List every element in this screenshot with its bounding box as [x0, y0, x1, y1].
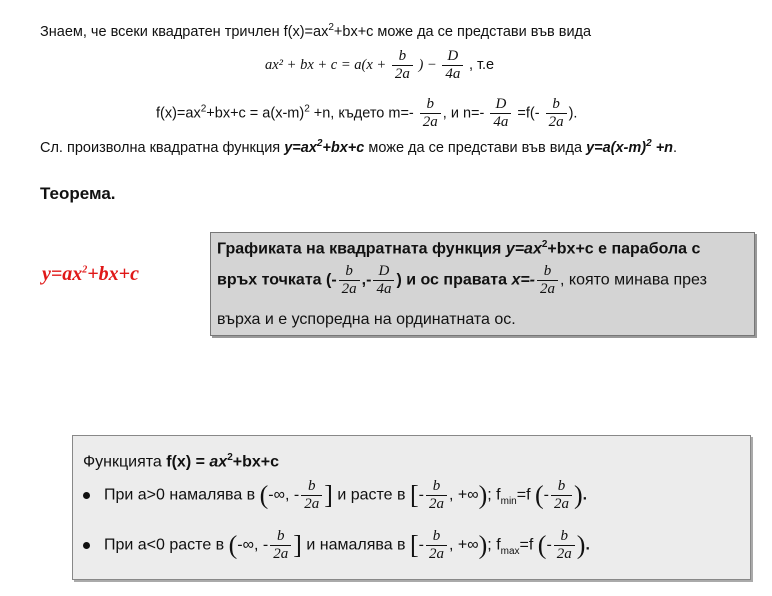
- denominator: 2a: [551, 495, 572, 513]
- intro-text: Знаем, че всеки квадратен тричлен f(x)=ax: [40, 23, 329, 40]
- text: ) и ос правата: [396, 271, 512, 289]
- text: -∞, -: [237, 536, 269, 554]
- close-paren: ): [573, 480, 583, 510]
- numerator: b: [345, 263, 353, 279]
- superscript: 2: [304, 103, 310, 115]
- close-bracket: ]: [324, 480, 333, 510]
- side-formula: [42, 263, 139, 286]
- formula: +n: [651, 139, 674, 156]
- text: .: [585, 536, 590, 554]
- denominator: 2a: [339, 280, 360, 298]
- numerator: b: [432, 478, 441, 494]
- text: и намалява в: [301, 536, 410, 554]
- superscript: 2: [646, 138, 652, 149]
- text: -: [543, 486, 549, 504]
- text: +bx+c: [87, 263, 139, 285]
- formula: y=ax: [505, 240, 542, 258]
- numerator: D: [495, 96, 507, 112]
- superscript: 2: [541, 239, 548, 250]
- text: -: [418, 536, 424, 554]
- denominator: 2a: [426, 495, 447, 513]
- numerator: b: [557, 478, 566, 494]
- bullet-negative-a: [83, 528, 590, 563]
- open-paren: (: [537, 530, 547, 560]
- bullet-icon: [83, 542, 90, 549]
- fraction-b-2a: [551, 478, 572, 513]
- text: Графиката на квадратната функция: [217, 240, 506, 258]
- subscript: min: [500, 495, 517, 507]
- denominator: 2a: [554, 545, 575, 563]
- fraction-b-2a: [420, 96, 441, 131]
- subscript: max: [500, 545, 520, 557]
- open-bracket: [: [409, 530, 419, 560]
- numerator: D: [378, 263, 390, 279]
- fraction-b-2a: [426, 478, 447, 513]
- open-paren: (: [534, 480, 544, 510]
- text: +bx+c е парабола с: [547, 240, 701, 258]
- text: f(x)=ax: [156, 105, 201, 122]
- fraction-b-2a: [301, 478, 322, 513]
- open-paren: (: [259, 480, 269, 510]
- superscript: 2: [227, 452, 233, 463]
- text: +bx+c = a(x-m): [206, 105, 305, 122]
- conclusion-line: [40, 138, 677, 156]
- fraction-b-2a: [270, 528, 291, 563]
- text: ; f: [487, 486, 501, 504]
- text: =f: [516, 486, 535, 504]
- close-paren: ): [478, 480, 488, 510]
- formula: f(x) =: [166, 453, 210, 471]
- numerator: b: [276, 528, 285, 544]
- intro-text-tail: +bx+c може да се представи във вида: [333, 23, 592, 40]
- superscript: 2: [328, 22, 334, 33]
- text: =f: [519, 536, 538, 554]
- text: ; f: [487, 536, 501, 554]
- numerator: b: [543, 263, 552, 279]
- bullet-positive-a: [83, 478, 587, 513]
- theorem-line-2: [217, 263, 707, 298]
- formula: y=ax: [284, 139, 317, 156]
- text: , и n=-: [442, 105, 485, 122]
- denominator: 2a: [546, 113, 567, 131]
- text: , +∞: [448, 486, 479, 504]
- numerator: b: [560, 528, 569, 544]
- denominator: 2a: [426, 545, 447, 563]
- formula: +bx+c: [232, 453, 280, 471]
- denominator: 2a: [270, 545, 291, 563]
- text: може да се представи във вида: [364, 139, 587, 156]
- intro-line-1: [40, 22, 591, 40]
- vertex-form-line: [156, 96, 577, 131]
- open-paren: (: [228, 530, 238, 560]
- formula-tail: , т.е: [468, 56, 495, 73]
- numerator: b: [432, 528, 441, 544]
- numerator: b: [552, 96, 560, 112]
- formula: y=a(x-m): [586, 139, 647, 156]
- theorem-line-3: върха и е успоредна на ординатната ос.: [217, 311, 516, 328]
- text: =f(-: [513, 105, 540, 122]
- theorem-line-1: [217, 239, 700, 258]
- text: и расте в: [332, 486, 410, 504]
- text: Сл. произволна квадратна функция: [40, 139, 285, 156]
- theorem-heading: Теорема.: [40, 184, 116, 203]
- fraction-b-2a: [537, 263, 558, 298]
- numerator: D: [447, 48, 459, 64]
- fraction-D-4a: [442, 48, 463, 83]
- numerator: b: [426, 96, 435, 112]
- text: , +∞: [448, 536, 479, 554]
- denominator: 2a: [537, 280, 558, 298]
- fraction-b-2a: [554, 528, 575, 563]
- numerator: b: [307, 478, 316, 494]
- theorem-box: [210, 232, 755, 336]
- text: връх точката (-: [217, 271, 337, 289]
- text: y=ax: [42, 263, 83, 285]
- text: , която минава през: [560, 271, 707, 289]
- formula: +bx+c: [322, 139, 365, 156]
- text: Функцията: [83, 453, 167, 471]
- function-heading: [83, 452, 279, 471]
- open-bracket: [: [409, 480, 419, 510]
- fraction-D-4a: [373, 263, 394, 298]
- denominator: 2a: [420, 113, 441, 131]
- fraction-b-2a: [339, 263, 360, 298]
- denominator: 4a: [373, 280, 394, 298]
- close-bracket: ]: [293, 530, 302, 560]
- text: -: [546, 536, 552, 554]
- text: -: [418, 486, 424, 504]
- close-paren: ): [478, 530, 488, 560]
- text: -∞, -: [268, 486, 300, 504]
- superscript: 2: [82, 264, 88, 276]
- superscript: 2: [316, 138, 323, 149]
- fraction-b-2a: [546, 96, 567, 131]
- fraction-D-4a: [490, 96, 511, 131]
- function-box: [72, 435, 751, 580]
- fraction-b-2a: [426, 528, 447, 563]
- formula: ax: [209, 453, 228, 471]
- text: .: [582, 486, 588, 504]
- denominator: 2a: [301, 495, 322, 513]
- text: При a<0 расте в: [104, 536, 229, 554]
- text: При a>0 намалява в: [104, 486, 260, 504]
- completed-square-formula: [265, 48, 494, 83]
- text: ).: [568, 105, 578, 122]
- formula-lhs: ax² + bx + c = a(x +: [265, 56, 390, 73]
- text: .: [673, 139, 678, 156]
- denominator: 2a: [392, 65, 413, 83]
- close-paren: ): [576, 530, 586, 560]
- text: +n, където m=-: [309, 105, 414, 122]
- formula: x=-: [511, 271, 536, 289]
- bullet-icon: [83, 492, 90, 499]
- superscript: 2: [200, 103, 207, 115]
- denominator: 4a: [442, 65, 463, 83]
- fraction-b-2a: [392, 48, 413, 83]
- text: ,-: [361, 271, 372, 289]
- numerator: b: [398, 48, 407, 64]
- formula-mid: ) −: [418, 56, 441, 73]
- denominator: 4a: [490, 113, 511, 131]
